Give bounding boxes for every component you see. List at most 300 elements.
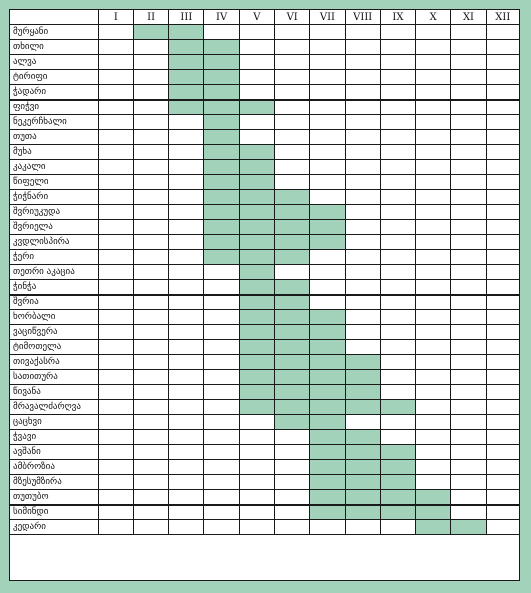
month-cell bbox=[169, 145, 204, 160]
month-cell bbox=[380, 235, 415, 250]
plant-name: ნეკერჩხალი bbox=[10, 115, 99, 130]
month-cell bbox=[98, 370, 133, 385]
month-cell bbox=[204, 355, 239, 370]
plant-row bbox=[10, 280, 520, 295]
month-cell bbox=[98, 490, 133, 505]
month-cell bbox=[416, 220, 451, 235]
plant-row bbox=[10, 85, 520, 100]
month-cell-active bbox=[275, 355, 310, 370]
plant-row bbox=[10, 520, 520, 535]
month-cell bbox=[451, 490, 486, 505]
month-cell-active bbox=[310, 355, 345, 370]
month-cell-active bbox=[345, 460, 380, 475]
plant-row bbox=[10, 250, 520, 265]
plant-name: თუთუბო bbox=[10, 490, 99, 505]
month-cell bbox=[275, 85, 310, 100]
month-cell bbox=[98, 505, 133, 520]
month-cell bbox=[133, 475, 168, 490]
month-cell bbox=[133, 415, 168, 430]
plant-name: ჭიჭნარი bbox=[10, 190, 99, 205]
month-cell bbox=[133, 445, 168, 460]
month-cell bbox=[169, 385, 204, 400]
month-cell bbox=[310, 25, 345, 40]
month-cell bbox=[486, 460, 519, 475]
pollen-calendar-table bbox=[9, 9, 520, 535]
month-cell bbox=[133, 325, 168, 340]
month-cell bbox=[451, 400, 486, 415]
month-cell-active bbox=[345, 355, 380, 370]
plant-name: ამბროზია bbox=[10, 460, 99, 475]
month-cell-active bbox=[239, 250, 274, 265]
plant-row bbox=[10, 115, 520, 130]
month-cell bbox=[310, 130, 345, 145]
month-cell bbox=[416, 85, 451, 100]
month-cell bbox=[345, 175, 380, 190]
month-cell bbox=[451, 160, 486, 175]
month-cell bbox=[169, 445, 204, 460]
month-cell bbox=[345, 205, 380, 220]
month-cell bbox=[133, 175, 168, 190]
month-cell-active bbox=[275, 235, 310, 250]
month-cell-active bbox=[345, 505, 380, 520]
plant-name: მურყანი bbox=[10, 25, 99, 40]
plant-name: თივაქასრა bbox=[10, 355, 99, 370]
month-cell bbox=[451, 55, 486, 70]
month-cell bbox=[98, 385, 133, 400]
month-cell bbox=[345, 265, 380, 280]
month-cell bbox=[169, 310, 204, 325]
month-cell-active bbox=[345, 400, 380, 415]
month-cell bbox=[275, 175, 310, 190]
plant-row bbox=[10, 490, 520, 505]
month-cell bbox=[486, 310, 519, 325]
month-cell bbox=[98, 205, 133, 220]
month-cell bbox=[486, 205, 519, 220]
plant-row bbox=[10, 175, 520, 190]
month-cell bbox=[451, 235, 486, 250]
month-header: XI bbox=[451, 10, 486, 25]
month-cell bbox=[133, 235, 168, 250]
month-cell bbox=[380, 40, 415, 55]
month-cell bbox=[133, 205, 168, 220]
month-cell-active bbox=[380, 460, 415, 475]
month-cell bbox=[239, 55, 274, 70]
month-cell-active bbox=[451, 520, 486, 535]
month-cell bbox=[169, 190, 204, 205]
month-cell-active bbox=[239, 190, 274, 205]
plant-row bbox=[10, 265, 520, 280]
month-cell bbox=[310, 190, 345, 205]
month-cell bbox=[133, 340, 168, 355]
month-cell bbox=[169, 325, 204, 340]
month-cell-active bbox=[239, 280, 274, 295]
month-cell-active bbox=[239, 235, 274, 250]
plant-row bbox=[10, 55, 520, 70]
month-cell bbox=[310, 55, 345, 70]
plant-row bbox=[10, 235, 520, 250]
month-cell bbox=[486, 520, 519, 535]
month-cell bbox=[486, 130, 519, 145]
month-cell-active bbox=[275, 310, 310, 325]
month-cell bbox=[133, 190, 168, 205]
month-header: VII bbox=[310, 10, 345, 25]
month-cell bbox=[98, 100, 133, 115]
month-cell bbox=[275, 25, 310, 40]
month-cell bbox=[486, 145, 519, 160]
month-cell bbox=[486, 250, 519, 265]
calendar-body bbox=[10, 25, 520, 535]
month-cell bbox=[310, 40, 345, 55]
month-cell-active bbox=[380, 400, 415, 415]
plant-name: ხორბალი bbox=[10, 310, 99, 325]
month-cell bbox=[275, 145, 310, 160]
month-header: VI bbox=[275, 10, 310, 25]
month-cell bbox=[380, 130, 415, 145]
month-cell bbox=[380, 205, 415, 220]
month-cell-active bbox=[416, 520, 451, 535]
month-cell bbox=[169, 400, 204, 415]
month-cell bbox=[416, 280, 451, 295]
month-cell bbox=[416, 70, 451, 85]
month-cell bbox=[169, 265, 204, 280]
month-header: II bbox=[133, 10, 168, 25]
month-cell bbox=[98, 220, 133, 235]
month-cell-active bbox=[275, 385, 310, 400]
plant-row bbox=[10, 475, 520, 490]
month-cell bbox=[486, 175, 519, 190]
plant-row bbox=[10, 340, 520, 355]
month-cell bbox=[416, 400, 451, 415]
month-header: IX bbox=[380, 10, 415, 25]
month-cell-active bbox=[310, 505, 345, 520]
month-cell bbox=[133, 55, 168, 70]
month-cell bbox=[310, 70, 345, 85]
month-cell bbox=[380, 250, 415, 265]
month-cell bbox=[486, 430, 519, 445]
month-cell-active bbox=[204, 130, 239, 145]
month-cell bbox=[486, 490, 519, 505]
plant-row bbox=[10, 145, 520, 160]
plant-row bbox=[10, 40, 520, 55]
month-cell-active bbox=[204, 175, 239, 190]
month-cell bbox=[98, 400, 133, 415]
month-cell bbox=[169, 355, 204, 370]
month-cell bbox=[98, 55, 133, 70]
month-cell bbox=[275, 130, 310, 145]
plant-name: შვრიუკუდა bbox=[10, 205, 99, 220]
month-cell bbox=[486, 55, 519, 70]
month-cell bbox=[239, 505, 274, 520]
month-cell bbox=[169, 490, 204, 505]
month-cell bbox=[239, 70, 274, 85]
month-cell-active bbox=[310, 490, 345, 505]
month-cell bbox=[133, 100, 168, 115]
plant-row bbox=[10, 190, 520, 205]
month-cell bbox=[416, 55, 451, 70]
month-cell-active bbox=[345, 430, 380, 445]
plant-row bbox=[10, 400, 520, 415]
month-cell bbox=[345, 25, 380, 40]
month-cell bbox=[380, 430, 415, 445]
month-cell bbox=[133, 355, 168, 370]
month-cell-active bbox=[310, 340, 345, 355]
month-cell-active bbox=[345, 370, 380, 385]
month-cell bbox=[345, 85, 380, 100]
plant-row bbox=[10, 70, 520, 85]
month-cell bbox=[169, 475, 204, 490]
month-cell bbox=[486, 340, 519, 355]
month-cell-active bbox=[239, 385, 274, 400]
plant-row bbox=[10, 385, 520, 400]
month-cell bbox=[204, 25, 239, 40]
plant-row bbox=[10, 325, 520, 340]
month-cell bbox=[310, 265, 345, 280]
month-cell-active bbox=[275, 280, 310, 295]
month-cell bbox=[275, 520, 310, 535]
plant-name: ტირიფი bbox=[10, 70, 99, 85]
plant-name: ჭინჭა bbox=[10, 280, 99, 295]
month-cell bbox=[486, 475, 519, 490]
month-cell-active bbox=[416, 505, 451, 520]
month-cell-active bbox=[239, 295, 274, 310]
month-cell-active bbox=[204, 70, 239, 85]
month-cell-active bbox=[239, 355, 274, 370]
plant-name: ჭვავი bbox=[10, 430, 99, 445]
month-cell bbox=[451, 295, 486, 310]
month-cell bbox=[380, 415, 415, 430]
plant-name: თუთა bbox=[10, 130, 99, 145]
month-header: I bbox=[98, 10, 133, 25]
month-cell-active bbox=[345, 490, 380, 505]
month-cell bbox=[204, 385, 239, 400]
month-cell bbox=[310, 520, 345, 535]
month-cell bbox=[239, 520, 274, 535]
month-cell bbox=[98, 85, 133, 100]
month-cell bbox=[275, 490, 310, 505]
month-cell bbox=[345, 340, 380, 355]
month-cell bbox=[451, 115, 486, 130]
month-cell bbox=[204, 415, 239, 430]
month-cell bbox=[204, 430, 239, 445]
month-cell bbox=[451, 310, 486, 325]
month-cell bbox=[169, 115, 204, 130]
month-cell bbox=[133, 400, 168, 415]
month-cell-active bbox=[239, 220, 274, 235]
month-cell bbox=[486, 370, 519, 385]
plant-row bbox=[10, 25, 520, 40]
month-cell bbox=[204, 460, 239, 475]
month-cell bbox=[380, 145, 415, 160]
month-cell bbox=[486, 70, 519, 85]
month-cell bbox=[345, 325, 380, 340]
month-cell bbox=[486, 190, 519, 205]
plant-name: ალვა bbox=[10, 55, 99, 70]
corner-header bbox=[10, 10, 99, 25]
month-header: III bbox=[169, 10, 204, 25]
month-cell bbox=[380, 220, 415, 235]
month-cell bbox=[204, 370, 239, 385]
plant-name: წივანა bbox=[10, 385, 99, 400]
month-cell bbox=[451, 220, 486, 235]
plant-name: ვაციწვერა bbox=[10, 325, 99, 340]
month-cell bbox=[451, 130, 486, 145]
month-cell bbox=[380, 295, 415, 310]
month-cell-active bbox=[239, 175, 274, 190]
plant-name: ცაცხვი bbox=[10, 415, 99, 430]
month-cell bbox=[98, 250, 133, 265]
month-cell bbox=[486, 160, 519, 175]
plant-row bbox=[10, 460, 520, 475]
month-cell bbox=[169, 235, 204, 250]
month-cell-active bbox=[275, 340, 310, 355]
month-cell-active bbox=[380, 490, 415, 505]
month-cell bbox=[169, 160, 204, 175]
month-cell bbox=[169, 505, 204, 520]
month-cell bbox=[310, 175, 345, 190]
month-cell-active bbox=[204, 85, 239, 100]
month-cell-active bbox=[345, 445, 380, 460]
month-cell bbox=[486, 85, 519, 100]
plant-name: კაკალი bbox=[10, 160, 99, 175]
month-cell bbox=[98, 115, 133, 130]
plant-row bbox=[10, 355, 520, 370]
plant-row bbox=[10, 295, 520, 310]
plant-name: მრავალძარღვა bbox=[10, 400, 99, 415]
month-cell bbox=[204, 265, 239, 280]
plant-name: კედარი bbox=[10, 520, 99, 535]
month-cell bbox=[380, 340, 415, 355]
month-cell-active bbox=[239, 205, 274, 220]
month-cell bbox=[416, 100, 451, 115]
month-cell bbox=[133, 160, 168, 175]
month-cell bbox=[380, 265, 415, 280]
month-cell bbox=[416, 355, 451, 370]
month-cell bbox=[275, 505, 310, 520]
month-cell bbox=[98, 460, 133, 475]
month-cell bbox=[204, 325, 239, 340]
plant-row bbox=[10, 505, 520, 520]
month-cell-active bbox=[204, 250, 239, 265]
month-cell bbox=[204, 310, 239, 325]
month-cell bbox=[98, 295, 133, 310]
month-cell bbox=[380, 520, 415, 535]
month-cell bbox=[416, 160, 451, 175]
month-cell bbox=[380, 385, 415, 400]
month-cell bbox=[486, 235, 519, 250]
header-row bbox=[10, 10, 520, 25]
month-cell-active bbox=[380, 445, 415, 460]
month-cell bbox=[416, 430, 451, 445]
month-cell bbox=[98, 160, 133, 175]
month-cell bbox=[451, 505, 486, 520]
month-cell bbox=[416, 415, 451, 430]
month-cell-active bbox=[310, 475, 345, 490]
month-cell bbox=[345, 100, 380, 115]
month-cell-active bbox=[169, 25, 204, 40]
month-cell bbox=[345, 115, 380, 130]
month-cell-active bbox=[310, 220, 345, 235]
plant-name: კვდლისპირა bbox=[10, 235, 99, 250]
month-cell bbox=[98, 145, 133, 160]
month-cell bbox=[380, 115, 415, 130]
month-cell bbox=[451, 190, 486, 205]
month-cell-active bbox=[239, 265, 274, 280]
month-cell bbox=[416, 190, 451, 205]
month-cell-active bbox=[275, 295, 310, 310]
month-cell bbox=[345, 220, 380, 235]
month-cell bbox=[98, 340, 133, 355]
month-cell-active bbox=[275, 325, 310, 340]
plant-name: მზესუმზირა bbox=[10, 475, 99, 490]
plant-row bbox=[10, 160, 520, 175]
month-cell-active bbox=[169, 40, 204, 55]
month-cell bbox=[345, 250, 380, 265]
month-cell bbox=[169, 460, 204, 475]
month-cell bbox=[169, 175, 204, 190]
month-cell bbox=[345, 295, 380, 310]
month-cell-active bbox=[416, 490, 451, 505]
month-cell bbox=[98, 70, 133, 85]
month-cell-active bbox=[204, 160, 239, 175]
month-cell bbox=[133, 145, 168, 160]
month-cell bbox=[169, 520, 204, 535]
month-cell bbox=[133, 385, 168, 400]
month-header: VIII bbox=[345, 10, 380, 25]
month-cell bbox=[416, 175, 451, 190]
month-cell bbox=[169, 250, 204, 265]
month-cell bbox=[275, 160, 310, 175]
month-cell bbox=[451, 355, 486, 370]
month-cell bbox=[98, 355, 133, 370]
month-cell bbox=[310, 160, 345, 175]
month-cell bbox=[310, 280, 345, 295]
month-cell-active bbox=[275, 190, 310, 205]
month-cell bbox=[416, 295, 451, 310]
month-cell bbox=[416, 130, 451, 145]
month-cell bbox=[345, 520, 380, 535]
month-cell bbox=[133, 310, 168, 325]
month-cell bbox=[239, 415, 274, 430]
plant-name: წიფელი bbox=[10, 175, 99, 190]
plant-name: თხილი bbox=[10, 40, 99, 55]
month-cell-active bbox=[345, 385, 380, 400]
month-cell bbox=[380, 325, 415, 340]
month-cell bbox=[204, 520, 239, 535]
month-cell bbox=[239, 490, 274, 505]
month-cell bbox=[98, 430, 133, 445]
month-cell bbox=[451, 145, 486, 160]
month-cell-active bbox=[239, 325, 274, 340]
month-cell bbox=[345, 415, 380, 430]
month-cell bbox=[451, 475, 486, 490]
month-cell bbox=[451, 370, 486, 385]
month-cell bbox=[451, 70, 486, 85]
month-cell bbox=[204, 295, 239, 310]
month-cell bbox=[204, 445, 239, 460]
month-cell bbox=[416, 205, 451, 220]
month-cell-active bbox=[310, 400, 345, 415]
month-cell bbox=[345, 190, 380, 205]
month-cell-active bbox=[310, 415, 345, 430]
month-cell-active bbox=[204, 55, 239, 70]
plant-name: ჭერი bbox=[10, 250, 99, 265]
month-cell bbox=[486, 325, 519, 340]
month-cell bbox=[98, 235, 133, 250]
month-cell bbox=[451, 265, 486, 280]
month-cell bbox=[486, 445, 519, 460]
month-cell bbox=[169, 205, 204, 220]
month-cell bbox=[310, 145, 345, 160]
